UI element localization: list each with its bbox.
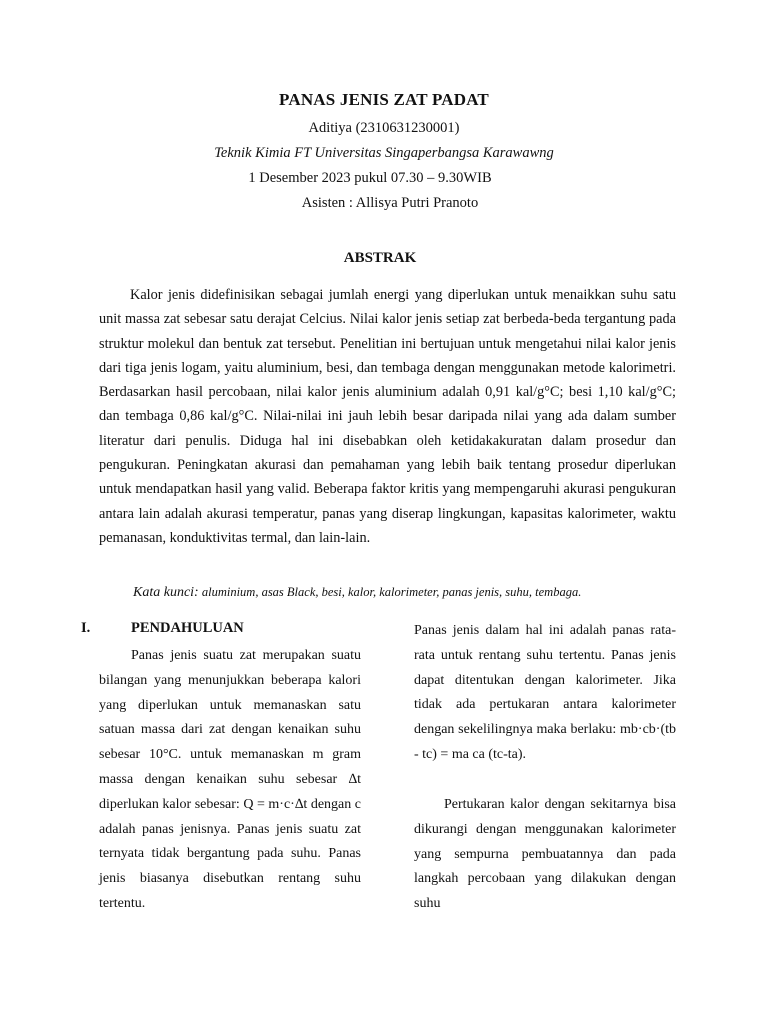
right-column-paragraph-2: Pertukaran kalor dengan sekitarnya bisa dikurangi dengan menggunakan kalorimeter yang sempurna pembuatannya dan pada langkah percobaan yang dilakukan dengan suhu (414, 797, 676, 912)
section-number: I. (81, 620, 91, 636)
author-line: Aditiya (2310631230001) (308, 120, 460, 136)
keywords-line (133, 585, 693, 601)
keywords-text: aluminium, asas Black, besi, kalor, kalorimeter, panas jenis, suhu, tembaga. (198, 585, 582, 599)
affiliation-line: Teknik Kimia FT Universitas Singaperbangsa Karawawng (214, 145, 554, 161)
keywords-label: Kata kunci: (133, 585, 199, 600)
right-column-paragraph-1: Panas jenis dalam hal ini adalah panas rata-rata untuk rentang suhu tertentu. Panas jenis dapat ditentukan dengan kalorimeter. Jika tidak ada pertukaran antara kalorimeter dengan sekelilingnya maka berlaku: mb·cb·(tb - tc) = ma ca (tc-ta). (414, 623, 676, 762)
abstract-heading: ABSTRAK (343, 250, 417, 266)
date-line: 1 Desember 2023 pukul 07.30 – 9.30WIB (248, 170, 492, 186)
left-column-paragraph: Panas jenis suatu zat merupakan suatu bilangan yang menunjukkan beberapa kalori yang diperlukan untuk memanaskan satu satuan massa dari zat dengan kenaikan suhu sebesar 10°C. untuk memanaskan m gram massa dengan kenaikan suhu sebesar ∆t diperlukan kalor sebesar: Q = m·c·∆t dengan c adalah panas jenisnya. Panas jenis suatu zat ternyata tidak bergantung pada suhu. Panas jenis biasanya disebutkan rentang suhu tertentu. (99, 648, 361, 911)
section-title: PENDAHULUAN (131, 620, 244, 636)
paper-title: PANAS JENIS ZAT PADAT (279, 90, 489, 109)
abstract-text: Kalor jenis didefinisikan sebagai jumlah energi yang diperlukan untuk menaikkan suhu satu unit massa zat sebesar satu derajat Celcius. Nilai kalor jenis setiap zat berbeda-beda tergantung pada struktur molekul dan bentuk zat tersebut. Penelitian ini bertujuan untuk mengetahui nilai kalor jenis dari tiga jenis logam, yaitu aluminium, besi, dan tembaga dengan menggunakan metode kalorimetri. Berdasarkan hasil percobaan, nilai kalor jenis aluminium adalah 0,91 kal/g°C; besi 1,10 kal/g°C; dan tembaga 0,86 kal/g°C. Nilai-nilai ini jauh lebih besar daripada nilai yang ada dalam sumber literatur dari penulis. Diduga hal ini disebabkan oleh ketidakakuratan dalam prosedur dan pengukuran. Peningkatan akurasi dan pemahaman yang lebih baik tentang prosedur diperlukan untuk mendapatkan hasil yang valid. Beberapa faktor kritis yang mempengaruhi akurasi pengukuran antara lain adalah akurasi temperatur, panas yang diserap lingkungan, kapasitas kalorimeter, waktu pemanasan, konduktivitas termal, dan lain-lain. (99, 287, 676, 546)
assistant-line: Asisten : Allisya Putri Pranoto (301, 195, 479, 211)
